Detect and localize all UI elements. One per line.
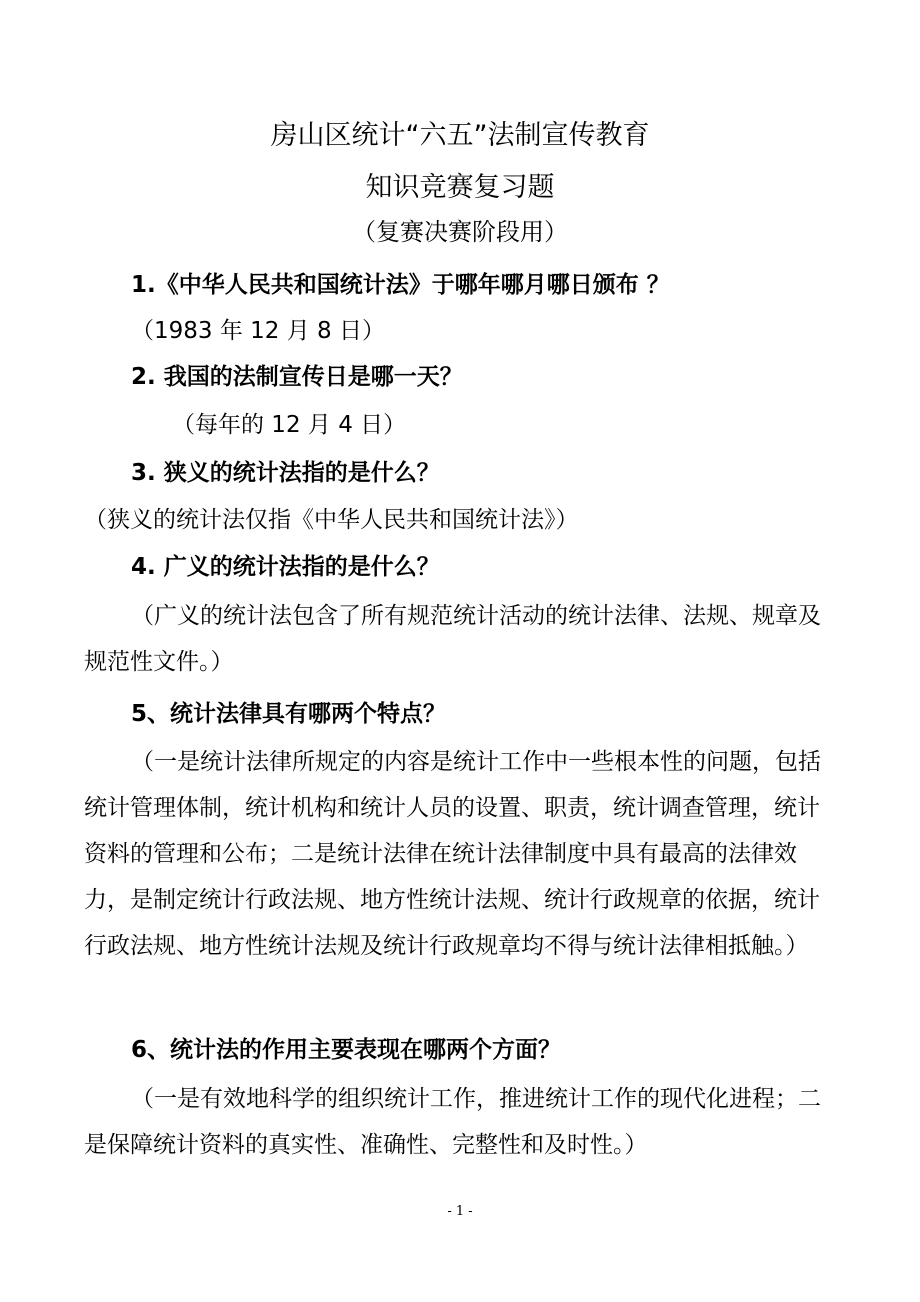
answer-1: （1983 年 12 月 8 日） <box>131 318 385 344</box>
question-5: 5、统计法律具有哪两个特点？ <box>131 701 447 727</box>
document-subtitle: （复赛决赛阶段用） <box>352 218 568 246</box>
answer-3: （狭义的统计法仅指《中华人民共和国统计法》） <box>84 507 579 533</box>
answer-5: （一是统计法律所规定的内容是统计工作中一些根本性的问题，包括统计管理体制，统计机构和统计人员的设置、职责，统计调查管理，统计资料的管理和公布；二是统计法律在统计法律制度中具有最高的法律效力，是制定统计行政法规、地方性统计法规、统计行政规章的依据，统计行政法规、地方性统计法规及统计行政规章均不得与统计法律相抵触。） <box>84 749 821 959</box>
document-title-line-2: 知识竞赛复习题 <box>365 172 555 203</box>
page-number: - 1 - <box>447 1204 473 1219</box>
question-1: 1.《中华人民共和国统计法》于哪年哪月哪日颁布 ？ <box>131 272 670 298</box>
answer-6: （一是有效地科学的组织统计工作，推进统计工作的现代化进程；二是保障统计资料的真实性、准确性、完整性和及时性。） <box>84 1086 821 1158</box>
document-title-line-1: 房山区统计“六五”法制宣传教育 <box>270 120 650 151</box>
question-2: 2. 我国的法制宣传日是哪一天？ <box>131 364 463 390</box>
answer-4: （广义的统计法包含了所有规范统计活动的统计法律、法规、规章及规范性文件。） <box>84 603 821 675</box>
question-4: 4. 广义的统计法指的是什么？ <box>131 554 440 580</box>
question-6: 6、统计法的作用主要表现在哪两个方面？ <box>131 1037 562 1063</box>
answer-2: （每年的 12 月 4 日） <box>172 412 407 438</box>
question-3: 3. 狭义的统计法指的是什么？ <box>131 460 440 486</box>
